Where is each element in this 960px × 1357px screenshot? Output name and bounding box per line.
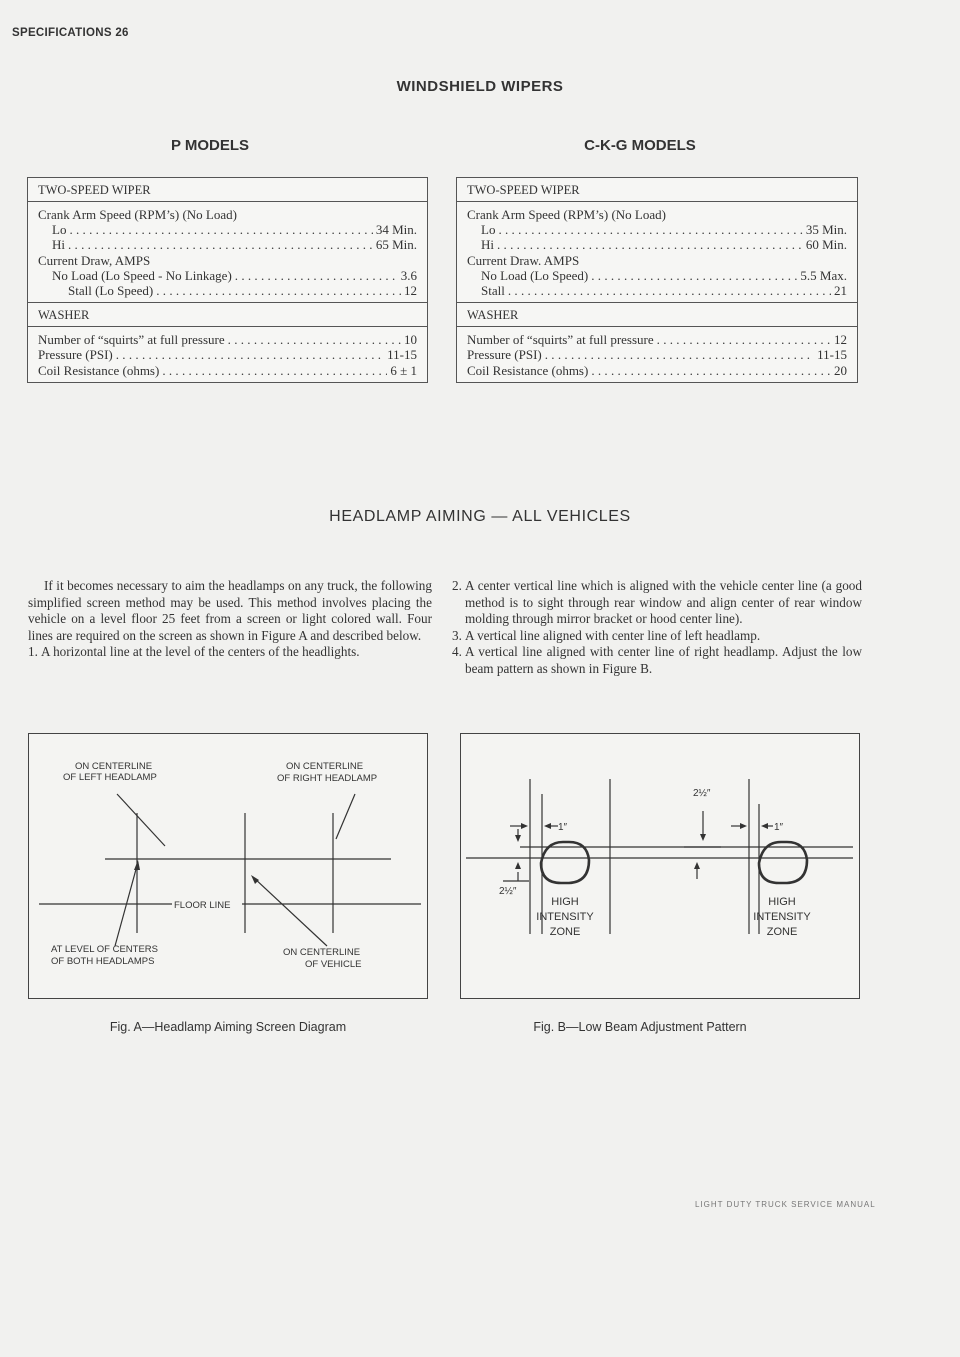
label-vehicle-1: ON CENTERLINE [283, 947, 361, 958]
headlamp-text-right [452, 578, 862, 677]
figure-b-diagram [460, 733, 860, 999]
headlamp-section-title: HEADLAMP AIMING — ALL VEHICLES [329, 508, 631, 525]
zone-right-line-3: ZONE [766, 926, 798, 938]
crank-arm-label: Crank Arm Speed (RPM’s) (No Load) [467, 207, 666, 222]
washer-specs [28, 327, 427, 382]
dim-2half-left: 2½″ [499, 886, 517, 897]
washer-specs [457, 327, 857, 382]
page-title: WINDSHIELD WIPERS [396, 78, 564, 95]
spec-row-lo: Lo ..... 34 Min. [38, 222, 417, 237]
zone-right-line-1: HIGH [768, 896, 796, 908]
page-header: SPECIFICATIONS 26 [12, 27, 129, 39]
wiper-specs [28, 202, 427, 303]
label-right-headlamp-1: ON CENTERLINE [286, 761, 364, 772]
p-models-spec-table [27, 177, 428, 383]
wiper-section-title: TWO-SPEED WIPER [457, 178, 857, 202]
high-intensity-zone-right [759, 842, 807, 883]
spec-row-no-load: No Load (Lo Speed) ..... 5.5 Max. [467, 268, 847, 283]
spec-row-hi: Hi ..... 60 Min. [467, 237, 847, 252]
wiper-section-title: TWO-SPEED WIPER [28, 178, 427, 202]
ckg-models-spec-table [456, 177, 858, 383]
pointer-left-headlamp [117, 794, 165, 846]
label-floor-line: FLOOR LINE [174, 900, 231, 911]
spec-row-lo: Lo ..... 35 Min. [467, 222, 847, 237]
zone-left-line-3: ZONE [549, 926, 581, 938]
list-item: 1. A horizontal line at the level of the centers of the headlights. [28, 644, 360, 659]
dim-2half-top: 2½″ [693, 788, 711, 799]
figure-b-caption: Fig. B—Low Beam Adjustment Pattern [533, 1020, 747, 1034]
footer-manual-name: LIGHT DUTY TRUCK SERVICE MANUAL [695, 1200, 876, 1209]
spec-row-pressure: Pressure (PSI) ..... 11-15 [38, 347, 417, 362]
figure-a-diagram [28, 733, 428, 999]
washer-section-title: WASHER [457, 303, 857, 327]
label-level-2: OF BOTH HEADLAMPS [51, 956, 155, 967]
current-draw-label: Current Draw. AMPS [467, 252, 580, 268]
p-models-title: P MODELS [170, 137, 250, 154]
spec-row-squirts: Number of “squirts” at full pressure ..... 10 [38, 332, 417, 347]
zone-left-line-2: INTENSITY [536, 911, 594, 923]
list-item: 2. A center vertical line which is aligned with the vehicle center line (a good method is to sight through rear window and align center of rear window molding through mirror bracket or hood center line). [452, 578, 862, 626]
wiper-specs [457, 202, 857, 303]
spec-row-no-load: No Load (Lo Speed - No Linkage) ..... 3.6 [38, 268, 417, 283]
zone-left-line-1: HIGH [551, 896, 579, 908]
high-intensity-zone-left [541, 842, 589, 883]
ckg-models-title: C-K-G MODELS [584, 137, 696, 154]
crank-arm-label: Crank Arm Speed (RPM’s) (No Load) [38, 207, 237, 222]
low-beam-pattern-diagram [461, 734, 861, 1000]
spec-row-squirts: Number of “squirts” at full pressure ..... 12 [467, 332, 847, 347]
label-left-headlamp-1: ON CENTERLINE [75, 761, 153, 772]
dim-1in-left: 1″ [558, 822, 568, 833]
spec-row-coil: Coil Resistance (ohms) ..... 20 [467, 363, 847, 378]
pointer-right-headlamp [336, 794, 355, 839]
spec-row-stall: Stall ..... 21 [467, 283, 847, 298]
headlamp-text-left [28, 578, 432, 661]
current-draw-label: Current Draw, AMPS [38, 252, 151, 268]
spec-row-stall: Stall (Lo Speed) ..... 12 [38, 283, 417, 298]
list-item: 3. A vertical line aligned with center line of left headlamp. [452, 627, 761, 643]
headlamp-intro: If it becomes necessary to aim the headlamps on any truck, the following simplified screen method may be used. This method involves placing the vehicle on a level floor 25 feet from a screen or light colored wall. Four lines are required on the screen as shown in Figure A and described below. [28, 578, 432, 643]
dim-1in-right: 1″ [774, 822, 784, 833]
arrowhead [251, 875, 259, 884]
headlamp-aiming-diagram [29, 734, 429, 1000]
pointer-vehicle [253, 877, 327, 946]
zone-right-line-2: INTENSITY [753, 911, 811, 923]
list-item: 4. A vertical line aligned with center line of right headlamp. Adjust the low beam pattern as shown in Figure B. [452, 644, 862, 676]
spec-row-pressure: Pressure (PSI) ..... 11-15 [467, 347, 847, 362]
label-vehicle-2: OF VEHICLE [305, 959, 362, 970]
spec-row-hi: Hi ..... 65 Min. [38, 237, 417, 252]
spec-row-coil: Coil Resistance (ohms) ..... 6 ± 1 [38, 363, 417, 378]
washer-section-title: WASHER [28, 303, 427, 327]
label-right-headlamp-2: OF RIGHT HEADLAMP [277, 773, 378, 784]
figure-a-caption: Fig. A—Headlamp Aiming Screen Diagram [109, 1020, 347, 1034]
label-level-1: AT LEVEL OF CENTERS [51, 944, 158, 955]
label-left-headlamp-2: OF LEFT HEADLAMP [63, 772, 157, 783]
